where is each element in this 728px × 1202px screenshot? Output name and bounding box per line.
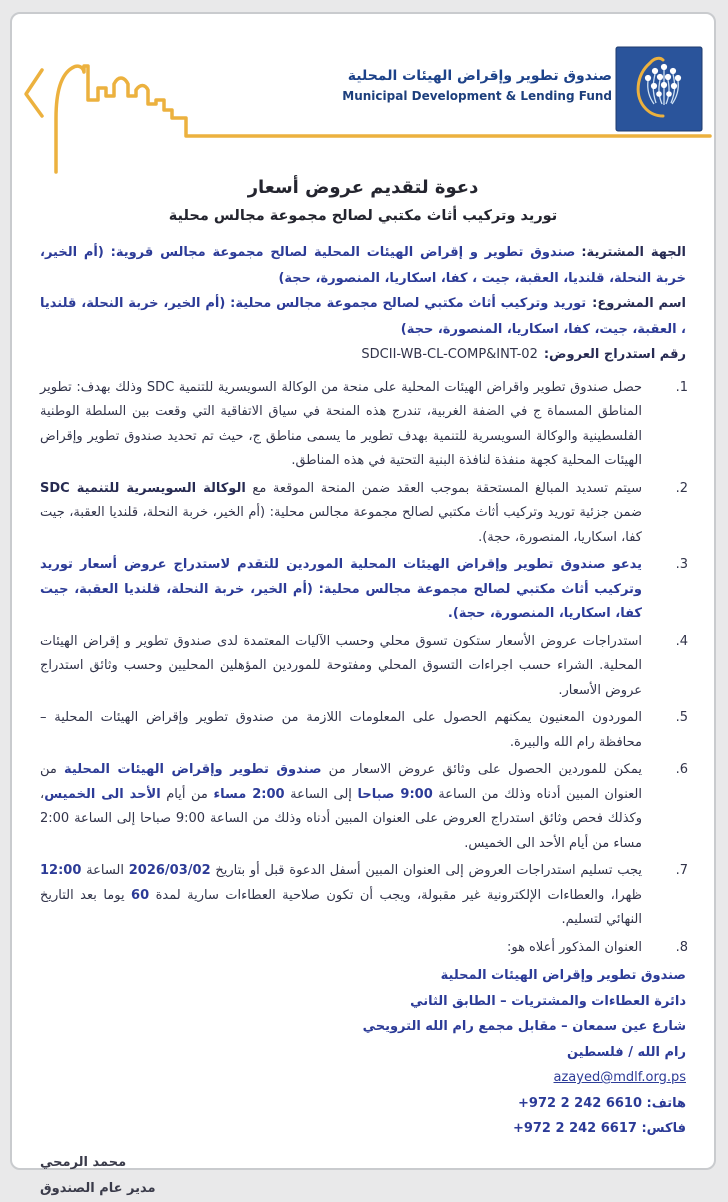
document-page bbox=[10, 12, 716, 1196]
list-item bbox=[40, 477, 688, 551]
text-segment: رام الله / فلسطين bbox=[566, 1044, 686, 1060]
field-label: الجهة المشترية: bbox=[581, 245, 686, 261]
text-segment: صندوق تطوير و إقراض الهيئات المحلية لصالح مجموعة مجالس قروية: (أم الخير، خربة النحلة، قلنديا، العقبة، جيت ، كفا، اسكاريا، المنصورة، حجة) bbox=[40, 245, 686, 286]
text-segment: صندوق تطوير وإقراض الهيئات المحلية bbox=[64, 762, 322, 778]
text-segment: 60 bbox=[131, 887, 150, 903]
text-segment: +972 2 242 6617 bbox=[512, 1121, 637, 1137]
address-line bbox=[40, 1014, 686, 1040]
signature-block bbox=[40, 1150, 686, 1202]
list-item-text bbox=[40, 553, 642, 627]
list-item bbox=[40, 630, 688, 704]
list-item-number: 7. bbox=[675, 863, 688, 879]
org-name-english: Municipal Development & Lending Fund bbox=[342, 89, 612, 103]
text-segment: فاكس: bbox=[636, 1121, 686, 1137]
address-line bbox=[40, 1040, 686, 1066]
list-item-text bbox=[40, 859, 642, 933]
mdlf-logo-icon bbox=[616, 47, 702, 131]
signatory-name: محمد الرمحي bbox=[40, 1154, 127, 1170]
text-segment: الساعة bbox=[81, 863, 129, 879]
numbered-list bbox=[40, 376, 688, 961]
text-segment: الموردون المعنيون يمكنهم الحصول على المعلومات اللازمة من صندوق تطوير وإقراض الهيئات المحلية – محافظة رام الله والبيرة. bbox=[40, 710, 642, 750]
list-item bbox=[40, 936, 688, 961]
text-segment: +972 2 242 6610 bbox=[518, 1095, 643, 1111]
address-line bbox=[40, 963, 686, 989]
list-item-number: 1. bbox=[675, 379, 688, 395]
list-item-number: 3. bbox=[675, 557, 688, 573]
page-title: دعوة لتقديم عروض أسعار bbox=[247, 177, 479, 198]
text-segment: يجب تسليم استدراجات العروض إلى العنوان المبين أسفل الدعوة قبل أو بتاريخ bbox=[210, 863, 642, 879]
list-item-text bbox=[40, 936, 642, 961]
address-line bbox=[40, 1091, 686, 1117]
list-item bbox=[40, 859, 688, 933]
intro-block bbox=[40, 240, 686, 368]
text-segment: الوكالة السويسرية للتنمية SDC bbox=[40, 480, 246, 496]
email-line bbox=[40, 1065, 686, 1091]
text-segment: هاتف: bbox=[642, 1095, 686, 1111]
address-line bbox=[40, 1116, 686, 1142]
text-segment: من العنوان المبين أدناه وذلك من الساعة bbox=[40, 762, 642, 802]
list-item-number: 5. bbox=[675, 710, 688, 726]
text-segment: صندوق تطوير وإقراض الهيئات المحلية bbox=[440, 968, 686, 984]
text-segment: SDCII-WB-CL-COMP&INT-02 bbox=[361, 347, 538, 363]
list-item-number: 6. bbox=[675, 762, 688, 778]
list-item bbox=[40, 758, 688, 856]
list-item-text bbox=[40, 758, 642, 856]
signatory-title: مدير عام الصندوق bbox=[40, 1180, 156, 1196]
list-item-text bbox=[40, 376, 642, 474]
text-segment: 9:00 صباحا bbox=[357, 786, 433, 802]
text-segment: الأحد الى الخميس bbox=[44, 786, 161, 802]
list-item-number: 8. bbox=[675, 939, 688, 955]
text-segment: 2026/03/02 bbox=[128, 863, 211, 879]
list-item bbox=[40, 376, 688, 474]
list-item-number: 4. bbox=[675, 633, 688, 649]
text-segment: يدعو صندوق تطوير وإقراض الهيئات المحلية الموردين للتقدم لاستدراج عروض أسعار توريد وتركيب أثاث مكتبي لصالح مجموعة مجالس محلية: (أم الخير، خربة النحلة، قلنديا العقبة، جيت كفا، اسكاريا، المنصورة، حجة). bbox=[40, 557, 642, 622]
text-segment: 12:00 bbox=[40, 863, 82, 879]
list-item-number: 2. bbox=[675, 480, 688, 496]
org-name-arabic: صندوق تطوير وإقراض الهيئات المحلية bbox=[347, 68, 612, 84]
text-segment: استدراجات عروض الأسعار ستكون تسوق محلي وحسب الآليات المعتمدة لدى صندوق تطوير و إقراض الهيئات المحلية. الشراء حسب اجراءات التسوق المحلي ومفتوحة للموردين المؤهلين المحليين وحسب وثائق استدراج عروض الأسعار. bbox=[40, 633, 642, 698]
text-segment: ، وكذلك فحص وثائق استدراج العروض على العنوان المبين أدناه وذلك من الساعة 9:00 صباحا إلى الساعة 2:00 مساء من أيام الأحد الى الخميس. bbox=[40, 786, 642, 851]
list-item bbox=[40, 706, 688, 755]
org-names bbox=[342, 66, 612, 105]
text-segment: 2:00 مساء bbox=[213, 786, 285, 802]
text-segment: إلى الساعة bbox=[284, 786, 358, 802]
page-subtitle: توريد وتركيب أثاث مكتبي لصالح مجموعة مجالس محلية bbox=[168, 208, 558, 225]
text-segment: العنوان المذكور أعلاه هو: bbox=[506, 939, 642, 955]
intro-line bbox=[40, 240, 686, 291]
text-segment: سيتم تسديد المبالغ المستحقة بموجب العقد ضمن المنحة الموقعة مع bbox=[245, 480, 642, 496]
text-segment: دائرة العطاءات والمشتريات – الطابق الثاني bbox=[410, 993, 686, 1009]
email-link[interactable]: azayed@mdlf.org.ps bbox=[553, 1070, 686, 1086]
field-label: رقم استدراج العروض: bbox=[543, 347, 686, 363]
list-item-text bbox=[40, 630, 642, 704]
intro-line bbox=[40, 342, 686, 368]
text-segment: يوما بعد التاريخ النهائي لتسليم. bbox=[40, 887, 642, 928]
text-segment: حصل صندوق تطوير واقراض الهيئات المحلية على منحة من الوكالة السويسرية للتنمية bbox=[174, 379, 643, 395]
text-segment: وذلك بهدف: تطوير المناطق المسماة ج في الضفة الغربية، تندرج هذه المنحة في سياق الاتفاقية التي وقعت بين السلطة الوطنية الفلسطينية والوكالة السويسرية للتنمية بهدف تطوير ما يسمى مناطق ج، حيث تم تحديد صندوق تطوير وإقراض الهيئات المحلية كجهة منفذة لنافذة البنية التحتية في هذه المناطق. bbox=[40, 379, 642, 469]
text-segment: توريد وتركيب أثاث مكتبي لصالح مجموعة مجالس محلية: (أم الخير، خربة النحلة، قلنديا ، العقبة، جيت، كفا، اسكاريا، المنصورة، حجة) bbox=[40, 296, 686, 337]
list-item-text bbox=[40, 706, 642, 755]
address-block bbox=[40, 963, 686, 1142]
text-segment: SDC bbox=[146, 379, 175, 395]
field-label: اسم المشروع: bbox=[592, 296, 686, 312]
list-item-text bbox=[40, 477, 642, 551]
list-item bbox=[40, 553, 688, 627]
document-header bbox=[12, 14, 714, 162]
text-segment: ضمن جزئية توريد وتركيب أثاث مكتبي لصالح مجموعة مجالس محلية: (أم الخير، خربة النحلة، قلنديا العقبة، جيت كفا، اسكاريا، المنصورة، حجة). bbox=[40, 505, 642, 545]
intro-line bbox=[40, 291, 686, 342]
text-segment: ظهرا، والعطاءات الإلكترونية غير مقبولة، ويجب أن تكون صلاحية العطاءات سارية لمدة bbox=[149, 887, 642, 903]
text-segment: شارع عين سمعان – مقابل مجمع رام الله الترويحي bbox=[362, 1019, 686, 1035]
address-line bbox=[40, 989, 686, 1015]
text-segment: يمكن للموردين الحصول على وثائق عروض الاسعار من bbox=[321, 762, 642, 778]
text-segment: من أيام bbox=[160, 786, 214, 802]
